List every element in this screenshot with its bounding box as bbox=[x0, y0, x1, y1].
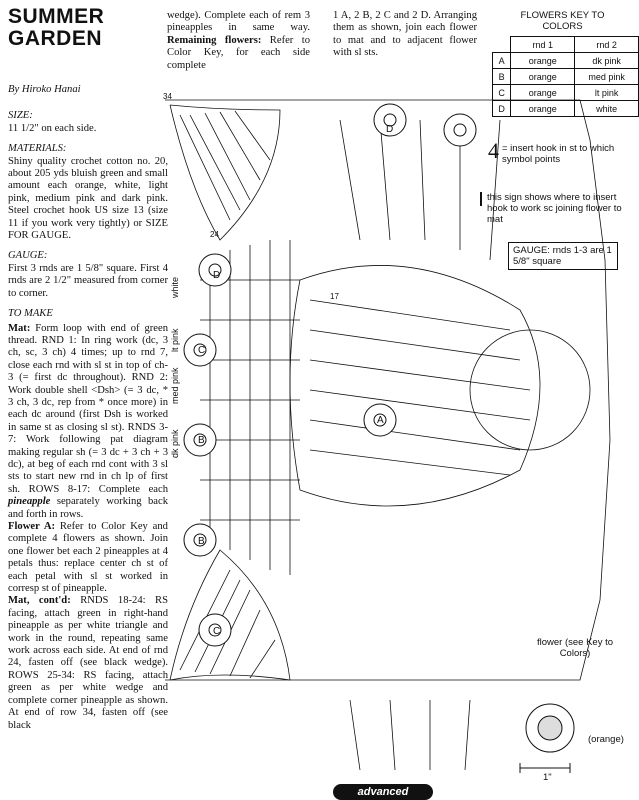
label-med-pink: med pink bbox=[170, 367, 180, 404]
instructions-column-1 bbox=[8, 84, 168, 732]
instructions-column-3 bbox=[333, 10, 477, 60]
flower-detail bbox=[526, 704, 574, 752]
key-rnd1: orange bbox=[511, 53, 575, 69]
flower-letter-b2: B bbox=[198, 536, 205, 547]
corner-pineapple-bottom-left bbox=[170, 550, 290, 680]
gauge-text-1: First 3 rnds are 1 5/8" square. bbox=[8, 262, 137, 274]
mat-contd-text: RNDS 18-24: RS facing, attach green in right-hand pineapple as per white triangle and work in the round, repeating same work across each side. At end of rnd 24, fasten off (see black wedge). ROWS 25-34: RS facing, attach green as per white wedge and complete corner pineapple as shown. At end of row 34, fasten off (see black bbox=[8, 595, 168, 731]
flower-a-label: Flower A: bbox=[8, 521, 55, 532]
flower-letter-d2: D bbox=[386, 124, 394, 135]
remaining-flowers-text: Refer to Color Key, for each side complete bbox=[167, 34, 310, 71]
title-line-2: GARDEN bbox=[8, 27, 103, 50]
size-heading: SIZE: bbox=[8, 110, 33, 122]
key-rnd2: white bbox=[575, 101, 639, 117]
center-pineapple bbox=[290, 265, 590, 506]
key-header-row bbox=[493, 37, 639, 53]
col3-text: 1 A, 2 B, 2 C and 2 D. Arranging them as shown, join each flower to mat and to adjacent flower with sl sts. bbox=[333, 10, 477, 59]
row-number-24: 24 bbox=[210, 230, 219, 239]
flower-caption: flower (see Key to Colors) bbox=[536, 637, 614, 659]
key-header-rnd2: rnd 2 bbox=[575, 37, 639, 53]
flower-a-text: Refer to Color Key and complete 4 flowers as shown. Join one flower bet each 2 pineapples at 4 petals thus: replace center ch st of each petal with sl st worked in corresp st of pineapple. bbox=[8, 521, 168, 595]
key-rnd1: orange bbox=[511, 85, 575, 101]
key-rnd2: lt pink bbox=[575, 85, 639, 101]
mat-text: Form loop with end of green thread. RND 1: In ring work (dc, 3 ch, sc, 3 ch) 4 times; up to rnd 7, close each rnd with sl st in top of ch-3 (= first dc throughout). RND 2: Work double shell <Dsh> (= 3 dc, * 3 ch, 3 dc, rep from * once more) in each dc around (first Dsh is worked in same st as closing sl st). RNDS 3-7: Work following pat diagram making regular sh (= 3 dc + 3 ch + 3 dc), at beg of each rnd cont with 3 sl sts to start new rnd in ch lp of first sh. ROWS 8-17: Complete each bbox=[8, 322, 169, 495]
key-letter: B bbox=[493, 69, 511, 85]
label-lt-pink: lt pink bbox=[170, 328, 180, 352]
gauge-box: GAUGE: rnds 1-3 are 1 5/8" square bbox=[508, 242, 618, 270]
label-dk-pink: dk pink bbox=[170, 429, 180, 458]
materials-text: Shiny quality crochet cotton no. 20, about 205 yds bluish green and small amount each orange, white, light pink, medium pink and dark pink. Steel crochet hook US size 13 (size 11 if you work very tightly) or SIZE FOR GAUGE. bbox=[8, 155, 168, 242]
key-letter: C bbox=[493, 85, 511, 101]
row-number-34: 34 bbox=[163, 92, 172, 101]
key-rnd2: dk pink bbox=[575, 53, 639, 69]
byline: By Hiroko Hanai bbox=[8, 84, 81, 95]
color-key-title: FLOWERS KEY TO COLORS bbox=[520, 10, 605, 32]
col2-text: wedge). Complete each of rem 3 pineapples in same way. bbox=[167, 10, 310, 34]
pattern-title bbox=[8, 6, 104, 50]
pineapple-word: pineapple bbox=[8, 496, 51, 508]
key-rnd1: orange bbox=[511, 101, 575, 117]
mat-text-end: separately working back and forth in rows. bbox=[8, 496, 169, 520]
gauge-heading: GAUGE: bbox=[8, 250, 48, 262]
row-number-17: 17 bbox=[330, 292, 339, 301]
flower-letter-c2: C bbox=[213, 626, 221, 637]
key-header-rnd1: rnd 1 bbox=[511, 37, 575, 53]
mesh-grid bbox=[200, 120, 500, 770]
corner-pineapple-top-left bbox=[170, 105, 280, 240]
scale-label: 1" bbox=[543, 772, 552, 783]
instructions-column-2 bbox=[167, 10, 310, 72]
key-letter: A bbox=[493, 53, 511, 69]
mat-contd-label: Mat, cont'd: bbox=[8, 595, 71, 607]
diagram-outline bbox=[165, 100, 610, 680]
key-header-blank bbox=[493, 37, 511, 53]
flower-letter-a: A bbox=[377, 415, 384, 426]
flower-letter-c1: C bbox=[198, 345, 206, 356]
flower-letter-d1: D bbox=[213, 270, 221, 281]
join-sign-note: this sign shows where to insert hook to work sc joining flower to mat bbox=[487, 192, 622, 225]
crochet-diagram bbox=[160, 80, 638, 780]
flower-column bbox=[184, 104, 476, 646]
label-white: white bbox=[170, 276, 180, 298]
gauge-text-2: First 4 rnds are 2 1/2" measured from corner to corner. bbox=[8, 262, 169, 299]
materials-heading: MATERIALS: bbox=[8, 143, 67, 155]
key-row bbox=[493, 53, 639, 69]
insert-hook-note: = insert hook in st to which symbol points bbox=[502, 143, 615, 165]
key-rnd2: med pink bbox=[575, 69, 639, 85]
flower-letter-b1: B bbox=[198, 435, 205, 446]
title-line-1: SUMMER bbox=[8, 5, 105, 28]
mat-label: Mat: bbox=[8, 322, 31, 334]
size-text: 11 1/2" on each side. bbox=[8, 122, 97, 134]
remaining-flowers-label: Remaining flowers: bbox=[167, 34, 262, 46]
key-rnd1: orange bbox=[511, 69, 575, 85]
orange-label: (orange) bbox=[588, 734, 624, 745]
difficulty-badge: advanced bbox=[333, 784, 433, 800]
insert-hook-symbol-icon: 4 bbox=[488, 138, 499, 163]
to-make-heading: TO MAKE bbox=[8, 308, 53, 320]
key-letter: D bbox=[493, 101, 511, 117]
